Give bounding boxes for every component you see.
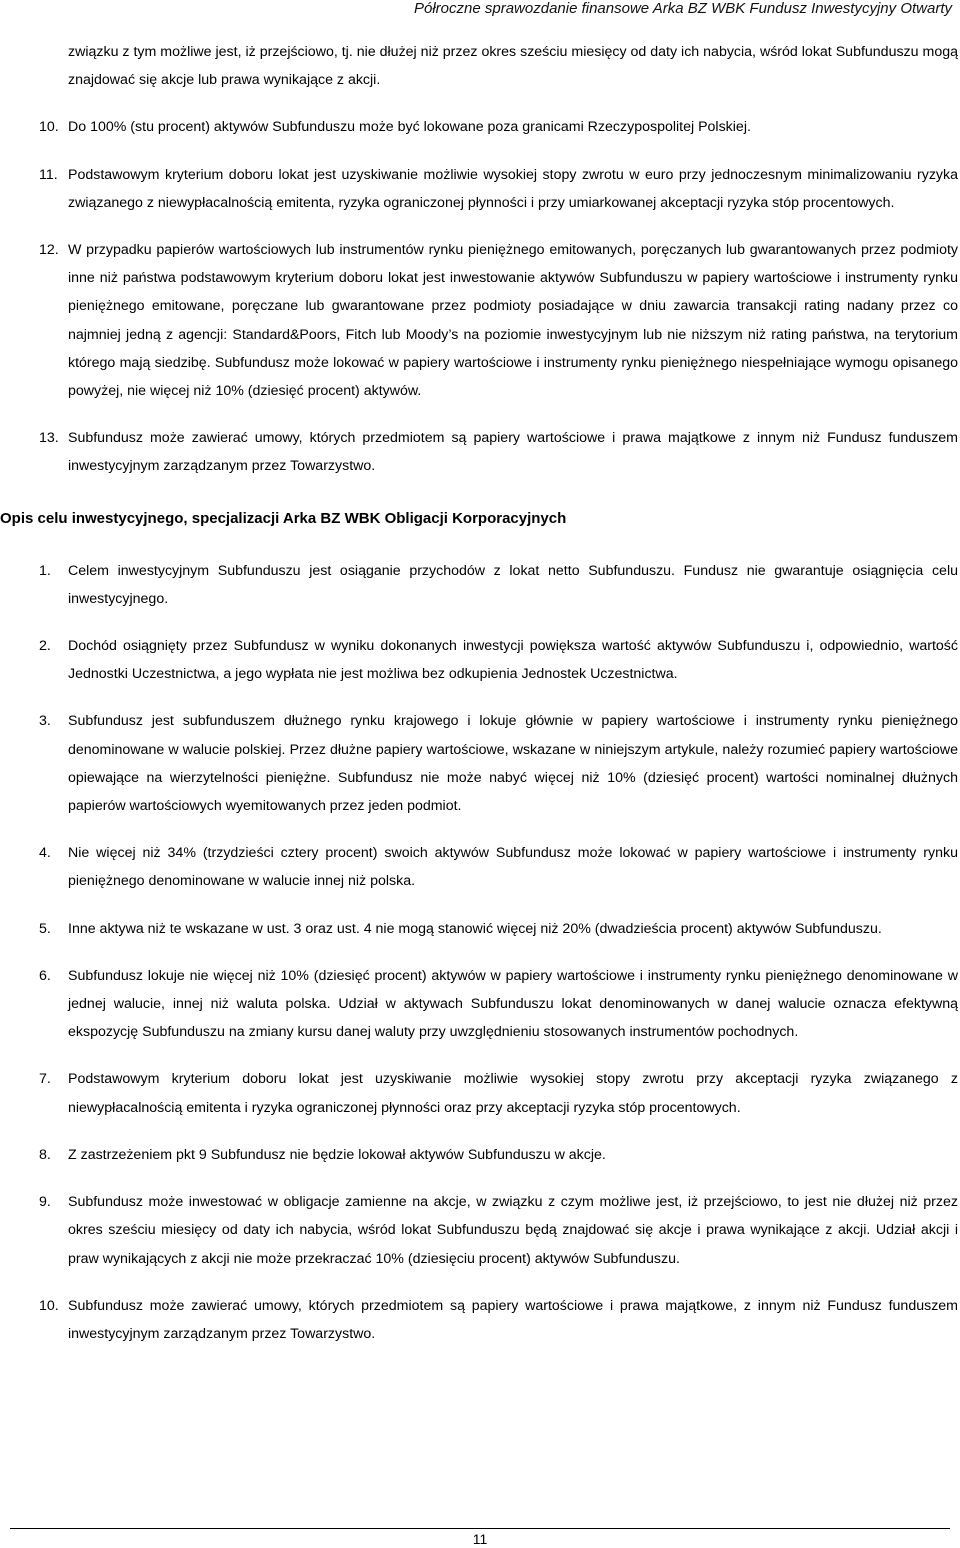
list-item	[39, 1188, 958, 1273]
item-number: 8.	[39, 1146, 51, 1163]
continuation-paragraph: związku z tym możliwe jest, iż przejściowo, tj. nie dłużej niż przez okres sześciu miesięcy od daty ich nabycia, wśród lokat Subfunduszu mogą znajdować się akcje lub prawa wynikające z akcji.	[68, 44, 958, 89]
item-number: 7.	[39, 1071, 51, 1088]
item-number: 5.	[39, 920, 51, 937]
list-item	[39, 113, 958, 141]
item-text: Subfundusz jest subfunduszem dłużnego rynku krajowego i lokuje głównie w papiery wartościowe i instrumenty rynku pieniężnego denominowane w walucie polskiej. Przez dłużne papiery wartościowe, wskazane w niniejszym artykule, należy rozumieć papiery wartościowe opiewające na wierzytelności pieniężne. Subfundusz nie może nabyć więcej niż 10% (dziesięć procent) wartości nominalnej dłużnych papierów wartościowych wyemitowanych przez jeden podmiot.	[68, 713, 958, 815]
list-item	[39, 557, 958, 613]
item-text: Z zastrzeżeniem pkt 9 Subfundusz nie będzie lokował aktywów Subfunduszu w akcje.	[68, 1146, 606, 1163]
item-text: Subfundusz lokuje nie więcej niż 10% (dziesięć procent) aktywów w papiery wartościowe i instrumenty rynku pieniężnego denominowane w jednej walucie, innej niż waluta polska. Udział w aktywach Subfunduszu lokat denominowanych w danej walucie oznacza efektywną ekspozycję Subfunduszu na zmiany kursu danej waluty przy uwzględnieniu stosowanych instrumentów pochodnych.	[68, 967, 958, 1041]
list-item	[39, 1141, 958, 1169]
list-item	[39, 632, 958, 688]
item-text: Dochód osiągnięty przez Subfundusz w wyniku dokonanych inwestycji powiększa wartość aktywów Subfunduszu i, odpowiednio, wartość Jednostki Uczestnictwa, a jego wypłata nie jest możliwa bez odkupienia Jednostek Uczestnictwa.	[68, 638, 958, 683]
page-number: 11	[472, 1531, 488, 1547]
list-item	[39, 1065, 958, 1121]
list-item	[39, 839, 958, 895]
list-item	[39, 424, 958, 480]
item-text: Subfundusz może inwestować w obligacje zamienne na akcje, w związku z czym możliwe jest, iż przejściowo, to jest nie dłużej niż przez okres sześciu miesięcy od daty ich nabycia, wśród lokat Subfunduszu będą znajdować się akcje i prawa wynikające z akcji. Udział akcji i praw wynikających z akcji nie może przekraczać 10% (dziesięciu procent) aktywów Subfunduszu.	[68, 1194, 958, 1267]
document-body	[0, 40, 958, 1367]
item-text: W przypadku papierów wartościowych lub instrumentów rynku pieniężnego emitowanych, poręczanych lub gwarantowanych przez podmioty inne niż państwa podstawowym kryterium doboru lokat jest inwestowanie aktywów Subfunduszu w papiery wartościowe i instrumenty rynku pieniężnego emitowane, poręczane lub gwarantowane przez podmioty posiadające w dniu zawarcia transakcji rating nadany przez co najmniej jedną z agencji: Standard&Poors, Fitch lub Moody’s na poziomie inwestycyjnym lub nie niższym niż rating państwa, na terytorium którego mają siedzibę. Subfundusz może lokować w papiery wartościowe i instrumenty rynku pieniężnego niespełniające wymogu opisanego powyżej, nie więcej niż 10% (dziesięć procent) aktywów.	[68, 242, 958, 400]
item-text: Celem inwestycyjnym Subfunduszu jest osiąganie przychodów z lokat netto Subfunduszu. Fundusz nie gwarantuje osiągnięcia celu inwestycyjnego.	[68, 562, 958, 607]
list-item	[39, 962, 958, 1047]
item-number: 1.	[39, 562, 51, 579]
item-text: Subfundusz może zawierać umowy, których przedmiotem są papiery wartościowe i prawa majątkowe, z innym niż Fundusz funduszem inwestycyjnym zarządzanym przez Towarzystwo.	[68, 1297, 958, 1342]
item-number: 13.	[39, 430, 59, 447]
item-number: 3.	[39, 713, 51, 730]
section-list-2	[0, 557, 958, 1348]
item-number: 6.	[39, 967, 51, 984]
list-item	[39, 707, 958, 820]
list-item	[39, 1292, 958, 1348]
item-number: 10.	[39, 119, 59, 136]
section-heading: Opis celu inwestycyjnego, specjalizacji Arka BZ WBK Obligacji Korporacyjnych	[0, 509, 567, 527]
item-text: Podstawowym kryterium doboru lokat jest uzyskiwanie możliwie wysokiej stopy zwrotu przy akceptacji ryzyka związanego z niewypłacalnością emitenta i ryzyka ograniczonej płynności oraz przy akceptacji ryzyka stóp procentowych.	[68, 1071, 958, 1116]
item-text: Inne aktywa niż te wskazane w ust. 3 oraz ust. 4 nie mogą stanowić więcej niż 20% (dwadzieścia procent) aktywów Subfunduszu.	[68, 920, 882, 937]
list-item	[39, 161, 958, 217]
section-list-1	[0, 113, 958, 480]
item-text: Podstawowym kryterium doboru lokat jest uzyskiwanie możliwie wysokiej stopy zwrotu w euro przy jednoczesnym minimalizowaniu ryzyka związanego z niewypłacalnością emitenta, ryzyka ograniczonej płynności i przy umiarkowanej akceptacji ryzyka stóp procentowych.	[68, 166, 958, 211]
item-text: Subfundusz może zawierać umowy, których przedmiotem są papiery wartościowe i prawa majątkowe z innym niż Fundusz funduszem inwestycyjnym zarządzanym przez Towarzystwo.	[68, 430, 958, 475]
item-number: 4.	[39, 845, 51, 862]
item-number: 2.	[39, 638, 51, 655]
item-number: 9.	[39, 1194, 51, 1211]
page-header: Półroczne sprawozdanie finansowe Arka BZ WBK Fundusz Inwestycyjny Otwarty	[414, 0, 952, 17]
item-text: Nie więcej niż 34% (trzydzieści cztery procent) swoich aktywów Subfundusz może lokować w papiery wartościowe i instrumenty rynku pieniężnego denominowane w walucie innej niż polska.	[68, 845, 958, 890]
list-item	[39, 915, 958, 943]
item-number: 11.	[39, 166, 58, 183]
item-number: 10.	[39, 1297, 59, 1314]
list-item	[39, 236, 958, 405]
item-number: 12.	[39, 242, 59, 259]
footer-divider	[10, 1528, 950, 1529]
item-text: Do 100% (stu procent) aktywów Subfunduszu może być lokowane poza granicami Rzeczypospolitej Polskiej.	[68, 119, 751, 136]
